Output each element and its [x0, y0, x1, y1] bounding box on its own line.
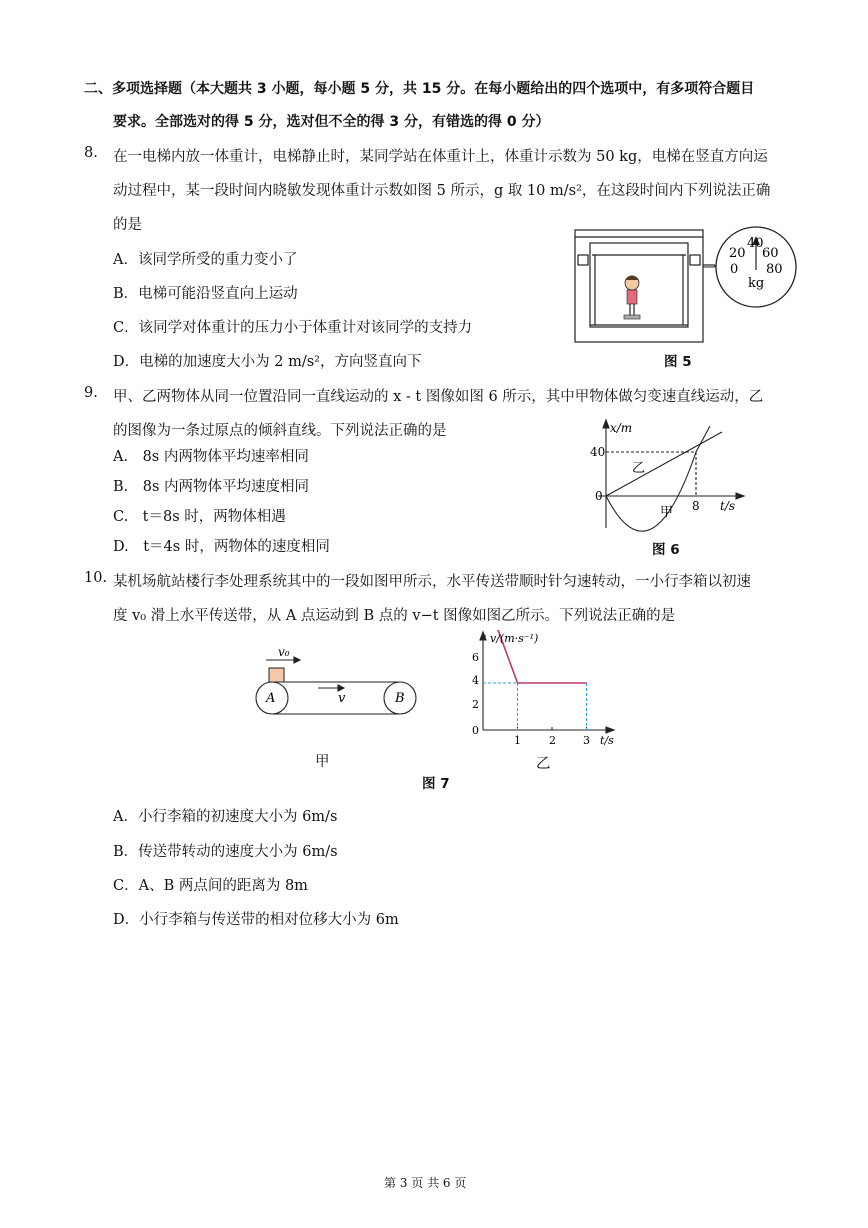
q8-option-d[interactable]: D．电梯的加速度大小为 2 m/s²，方向竖直向下	[113, 354, 422, 370]
figure-6-caption: 图 6	[652, 542, 680, 558]
vt-y-tick-4: 4	[472, 674, 479, 687]
q10-stem-line2: 度 v₀ 滑上水平传送带，从 A 点运动到 B 点的 v−t 图像如图乙所示。下列说法正确的是	[113, 608, 676, 624]
vt-x-label: t/s	[600, 734, 614, 747]
xt-y-label: x/m	[610, 421, 633, 435]
q10-option-a[interactable]: A．小行李箱的初速度大小为 6m/s	[113, 809, 338, 825]
q9-number: 9.	[84, 385, 98, 401]
q8-number: 8.	[84, 145, 98, 161]
figure-7-caption: 图 7	[422, 776, 450, 792]
figure-7-jia-caption: 甲	[315, 754, 330, 770]
point-b: B	[395, 691, 405, 706]
q8-stem-line2: 动过程中，某一段时间内晓敏发现体重计示数如图 5 所示，g 取 10 m/s²，在这段时间内下列说法正确	[113, 183, 771, 199]
v-label: v	[338, 691, 346, 706]
vt-x-tick-1: 1	[514, 734, 521, 747]
dial-unit: kg	[748, 276, 765, 291]
q10-stem-line1: 某机场航站楼行李处理系统其中的一段如图甲所示，水平传送带顺时针匀速转动，一小行李箱以初速	[113, 574, 751, 590]
point-a: A	[266, 691, 276, 706]
label-yi: 乙	[632, 461, 646, 476]
q9-option-a[interactable]: A. 8s 内两物体平均速率相同	[113, 449, 309, 465]
q8-stem-line1: 在一电梯内放一体重计，电梯静止时，某同学站在体重计上，体重计示数为 50 kg，电梯在竖直方向运	[113, 149, 768, 165]
dial-tick-60: 60	[762, 246, 779, 261]
q10-option-b[interactable]: B．传送带转动的速度大小为 6m/s	[113, 844, 338, 860]
xt-x-tick-8: 8	[692, 499, 700, 513]
figure-5-elevator	[570, 225, 800, 350]
figure-7-conveyor	[250, 640, 425, 730]
q8-option-b[interactable]: B．电梯可能沿竖直向上运动	[113, 286, 298, 302]
v0-label: v₀	[278, 645, 290, 659]
vt-y-label: v/(m·s⁻¹)	[490, 632, 539, 645]
q9-option-d[interactable]: D. t＝4s 时，两物体的速度相同	[113, 539, 330, 555]
xt-x-label: t/s	[720, 499, 736, 513]
xt-y-tick-40: 40	[590, 445, 606, 459]
figure-5-caption: 图 5	[664, 354, 692, 370]
vt-y-tick-6: 6	[472, 651, 479, 664]
q9-option-b[interactable]: B. 8s 内两物体平均速度相同	[113, 479, 310, 495]
dial-tick-40: 40	[747, 236, 764, 251]
dial-tick-20: 20	[729, 246, 746, 261]
q8-option-c[interactable]: C．该同学对体重计的压力小于体重计对该同学的支持力	[113, 320, 473, 336]
q8-option-a[interactable]: A．该同学所受的重力变小了	[113, 252, 298, 268]
vt-x-tick-3: 3	[583, 734, 590, 747]
line-yi	[606, 432, 722, 496]
vt-y-tick-2: 2	[472, 698, 479, 711]
q8-stem-line3: 的是	[113, 217, 142, 233]
luggage-box	[269, 668, 284, 682]
figure-7-yi-caption: 乙	[536, 756, 551, 772]
section-heading-line2: 要求。全部选对的得 5 分，选对但不全的得 3 分，有错选的得 0 分）	[113, 114, 550, 130]
figure-7-vt-graph	[470, 630, 625, 748]
q10-option-c[interactable]: C．A、B 两点间的距离为 8m	[113, 878, 308, 894]
girl-figure	[624, 276, 640, 320]
q9-stem-line2: 的图像为一条过原点的倾斜直线。下列说法正确的是	[113, 423, 447, 439]
dial-tick-0: 0	[730, 262, 739, 277]
q9-stem-line1: 甲、乙两物体从同一位置沿同一直线运动的 x - t 图像如图 6 所示，其中甲物体做匀变速直线运动，乙	[113, 389, 764, 405]
curve-jia	[606, 426, 710, 531]
section-heading-line1: 二、多项选择题（本大题共 3 小题，每小题 5 分，共 15 分。在每小题给出的四个选项中，有多项符合题目	[84, 81, 755, 97]
vt-x-tick-2: 2	[549, 734, 556, 747]
xt-origin: 0	[595, 489, 603, 503]
q10-number: 10.	[84, 570, 108, 586]
vt-y-tick-0: 0	[472, 724, 479, 737]
q9-option-c[interactable]: C. t＝8s 时，两物体相遇	[113, 509, 286, 525]
label-jia: 甲	[660, 505, 674, 520]
figure-6-xt-graph	[590, 418, 750, 533]
dial-tick-80: 80	[766, 262, 783, 277]
q10-option-d[interactable]: D．小行李箱与传送带的相对位移大小为 6m	[113, 912, 399, 928]
page-footer: 第 3 页 共 6 页	[384, 1176, 467, 1190]
